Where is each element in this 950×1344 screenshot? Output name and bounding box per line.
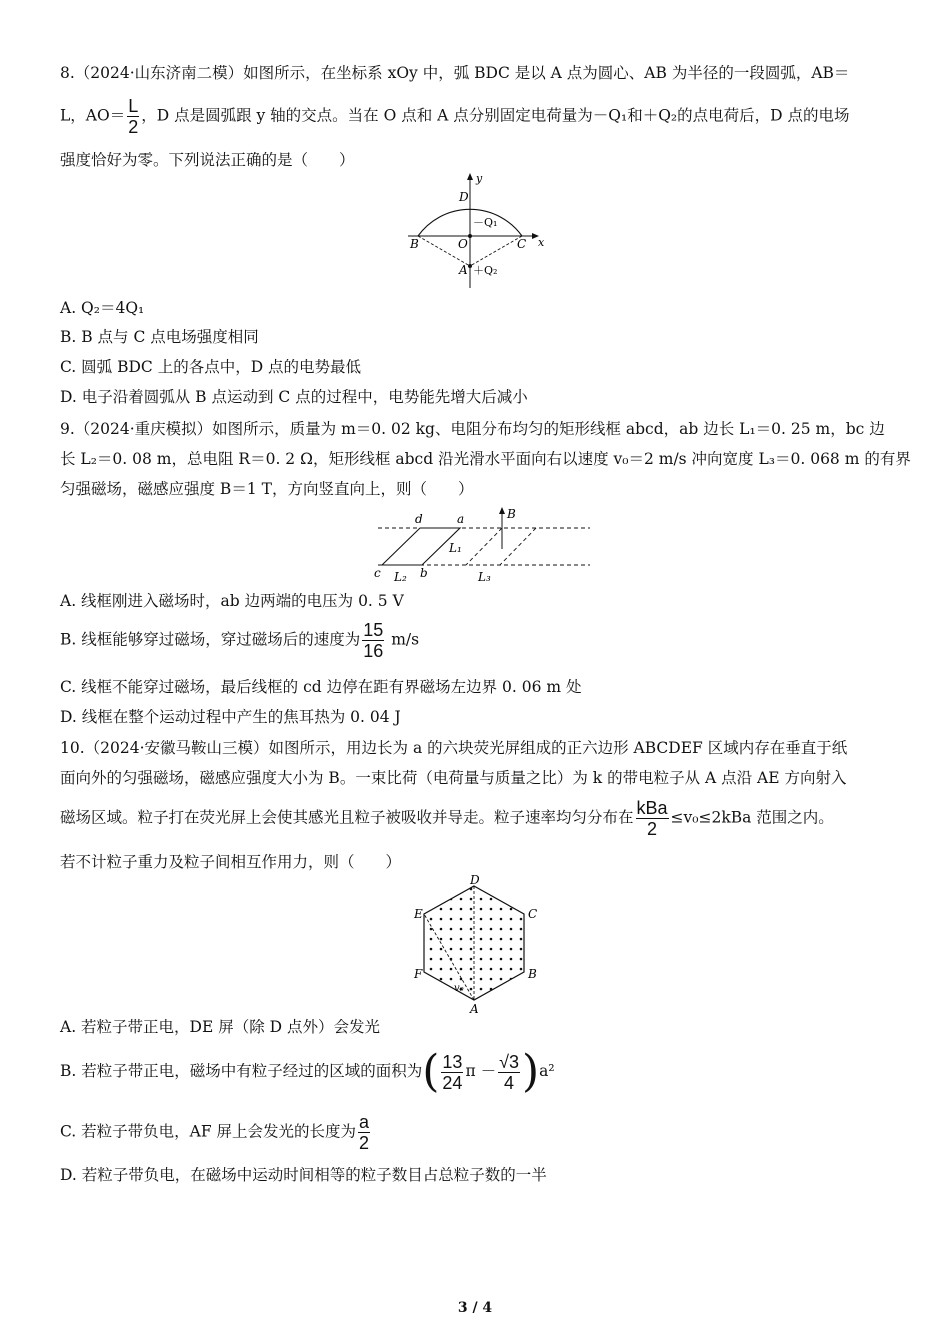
q8-label-q2: ＋Q₂ [473, 264, 498, 277]
q9-label-L2: L₂ [394, 570, 407, 584]
q8-line-2 [60, 96, 894, 137]
q10-fraction [636, 798, 669, 839]
q9-label-d: d [415, 512, 423, 526]
q10-label-C: C [528, 907, 538, 921]
q10-option-b-post: a² [539, 1062, 555, 1080]
q10-frac-num: kBa [636, 798, 668, 818]
q9-line-2: 长 L₂＝0. 08 m，总电阻 R＝0. 2 Ω，矩形线框 abcd 沿光滑水平面向右以速度 v₀＝2 m/s 冲向宽度 L₃＝0. 068 m 的有界 [60, 450, 911, 468]
q9-option-a: A. 线框刚进入磁场时，ab 边两端的电压为 0. 5 V [60, 592, 404, 610]
q8-option-d: D. 电子沿着圆弧从 B 点运动到 C 点的过程中，电势能先增大后减小 [60, 388, 528, 406]
q8-option-b: B. B 点与 C 点电场强度相同 [60, 328, 259, 346]
q10-b-f2-den: 4 [504, 1072, 515, 1093]
q10-b-f2-num: √3 [499, 1051, 519, 1072]
q10-label-F: F [414, 967, 423, 981]
q8-label-x: x [538, 236, 545, 249]
q9-option-b-fraction [362, 620, 384, 661]
q9-label-L3: L₃ [478, 570, 491, 584]
q8-figure [400, 170, 550, 292]
q10-b-f1-den: 24 [442, 1072, 463, 1093]
q10-left-paren: ( [422, 1046, 440, 1097]
q8-line-1: 8.（2024·山东济南二模）如图所示，在坐标系 xOy 中，弧 BDC 是以 A 点为圆心、AB 为半径的一段圆弧，AB＝ [60, 64, 850, 82]
q8-label-A: A [459, 263, 468, 277]
q8-frac-num: L [128, 96, 139, 116]
q10-figure [406, 874, 546, 1016]
q8-label-O: O [458, 237, 468, 251]
q8-label-D: D [459, 190, 469, 204]
q10-line-2: 面向外的匀强磁场，磁感应强度大小为 B。一束比荷（电荷量与质量之比）为 k 的带电粒子从 A 点沿 AE 方向射入 [60, 769, 847, 787]
q10-option-a: A. 若粒子带正电，DE 屏（除 D 点外）会发光 [60, 1018, 380, 1036]
q10-option-c-pre: C. 若粒子带负电，AF 屏上会发光的长度为 [60, 1122, 357, 1141]
q9-option-b-pre: B. 线框能够穿过磁场，穿过磁场后的速度为 [60, 630, 361, 649]
q10-option-b-mid: π － [465, 1062, 497, 1080]
q9-label-B: B [507, 507, 516, 521]
q9-label-b: b [420, 566, 428, 580]
q9-label-a: a [457, 512, 465, 526]
q8-option-c: C. 圆弧 BDC 上的各点中，D 点的电势最低 [60, 358, 362, 376]
q8-label-B: B [410, 237, 419, 251]
q8-line-3: 强度恰好为零。下列说法正确的是（ ） [60, 151, 355, 169]
q10-line-3-pre: 磁场区域。粒子打在荧光屏上会使其感光且粒子被吸收并导走。粒子速率均匀分布在 [60, 808, 634, 827]
q10-c-num: a [359, 1112, 370, 1132]
q9-option-b-post: m/s [386, 630, 420, 649]
q9-line-1: 9.（2024·重庆模拟）如图所示，质量为 m＝0. 02 kg、电阻分布均匀的矩形线框 abcd，ab 边长 L₁＝0. 25 m，bc 边 [60, 420, 885, 438]
q10-label-E: E [414, 907, 423, 921]
q10-b-f1-num: 13 [442, 1051, 463, 1072]
q10-line-3 [60, 798, 894, 839]
q10-line-3-post: ≤v₀≤2kBa 范围之内。 [670, 808, 834, 827]
q10-option-b [60, 1046, 555, 1097]
page-number: 3 / 4 [457, 1300, 493, 1316]
q10-option-b-fraction-2 [498, 1052, 520, 1093]
q10-right-paren: ) [521, 1046, 540, 1097]
q8-line-2-post: ，D 点是圆弧跟 y 轴的交点。当在 O 点和 A 点分别固定电荷量为－Q₁和＋Q₂的点电荷后，D 点的电场 [141, 106, 850, 125]
q10-line-1: 10.（2024·安徽马鞍山三模）如图所示，用边长为 a 的六块荧光屏组成的正六边形 ABCDEF 区域内存在垂直于纸 [60, 739, 848, 757]
q10-option-b-fraction-1 [441, 1052, 463, 1093]
q9-line-3: 匀强磁场，磁感应强度 B＝1 T，方向竖直向上，则（ ） [60, 480, 474, 498]
q8-frac-den: 2 [128, 117, 139, 137]
q9-label-L1: L₁ [449, 541, 462, 555]
q9-option-c: C. 线框不能穿过磁场，最后线框的 cd 边停在距有界磁场左边界 0. 06 m 处 [60, 678, 582, 696]
q10-label-v0: v₀ [454, 983, 464, 994]
q10-label-D: D [470, 874, 480, 887]
q9-frac-num: 15 [363, 620, 384, 640]
q8-label-C: C [517, 237, 527, 251]
q10-option-c-fraction [358, 1112, 370, 1153]
q10-option-b-pre: B. 若粒子带正电，磁场中有粒子经过的区域的面积为 [60, 1062, 423, 1080]
q10-frac-den: 2 [647, 819, 658, 839]
q8-label-y: y [476, 172, 483, 185]
q9-option-b [60, 620, 419, 661]
q10-option-c [60, 1112, 372, 1153]
q9-frac-den: 16 [363, 641, 384, 661]
q10-label-B: B [528, 967, 537, 981]
q9-option-d: D. 线框在整个运动过程中产生的焦耳热为 0. 04 J [60, 708, 401, 726]
q10-line-4: 若不计粒子重力及粒子间相互作用力，则（ ） [60, 853, 402, 871]
q9-label-c: c [374, 566, 381, 580]
q8-label-q1: －Q₁ [473, 216, 498, 229]
q10-label-A: A [470, 1002, 479, 1016]
q8-fraction [127, 96, 139, 137]
q10-c-den: 2 [359, 1133, 370, 1153]
q8-line-2-pre: L，AO＝ [60, 106, 126, 125]
q10-option-d: D. 若粒子带负电，在磁场中运动时间相等的粒子数目占总粒子数的一半 [60, 1166, 547, 1184]
q9-figure [370, 505, 595, 587]
q8-option-a: A. Q₂＝4Q₁ [60, 299, 145, 317]
